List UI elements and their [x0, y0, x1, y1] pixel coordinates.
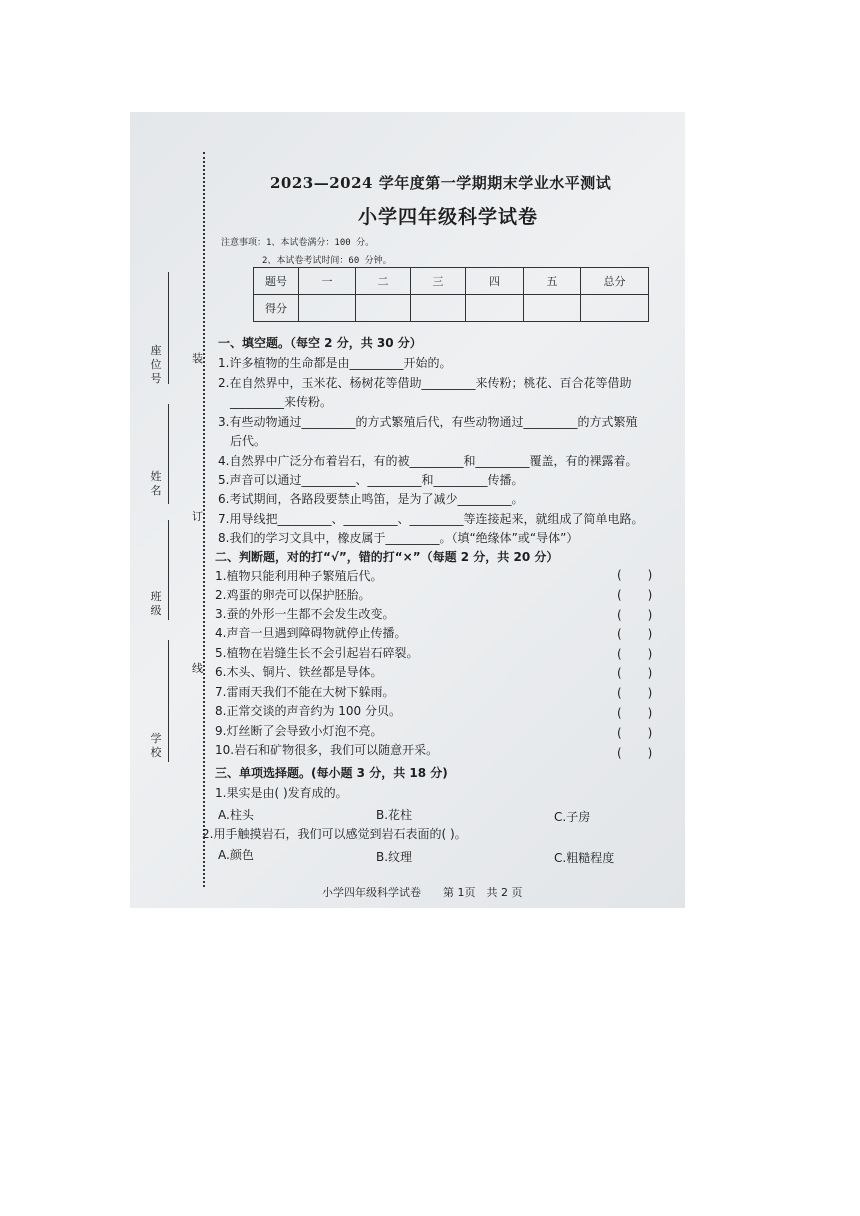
- judge-answer-7[interactable]: (): [617, 686, 679, 700]
- score-cell-2: 二: [356, 268, 411, 295]
- judge-item-10: 10.岩石和矿物很多，我们可以随意开采。: [215, 743, 439, 757]
- judge-answer-2[interactable]: (): [617, 588, 679, 602]
- judge-answer-1[interactable]: (): [617, 568, 679, 582]
- score-blank: [524, 295, 581, 322]
- fill-question-6: 6.考试期间，各路段要禁止鸣笛，是为了减少_________。: [218, 492, 524, 506]
- judge-answer-4[interactable]: (): [617, 627, 679, 641]
- choice-2-option-a[interactable]: A.颜色: [218, 848, 254, 862]
- section1-heading: 一、填空题。（每空 2 分，共 30 分）: [218, 336, 422, 350]
- class-label: 班级: [150, 590, 162, 617]
- score-table-score-row: [254, 295, 649, 322]
- exam-title: 2023—2024 学年度第一学期期末学业水平测试: [270, 174, 612, 192]
- fill-question-8: 8.我们的学习文具中，橡皮属于_________。（填“绝缘体”或“导体”）: [218, 531, 579, 545]
- choice-2-option-c[interactable]: C.粗糙程度: [554, 851, 615, 865]
- notice-2: 2、本试卷考试时间：60 分钟。: [262, 256, 392, 266]
- score-cell-4: 四: [466, 268, 524, 295]
- section2-heading: 二、判断题，对的打“√”，错的打“×”（每题 2 分，共 20 分）: [215, 550, 559, 564]
- score-blank: [411, 295, 466, 322]
- score-row-label: 得分: [254, 295, 299, 322]
- binding-char-xian: 线: [192, 662, 203, 675]
- fill-question-7: 7.用导线把_________、_________、_________等连接起来，就组成了简单电路。: [218, 512, 644, 526]
- judge-answer-10[interactable]: (): [617, 746, 679, 760]
- judge-item-4: 4.声音一旦遇到障碍物就停止传播。: [215, 626, 407, 640]
- binding-dotted-line: [203, 152, 205, 887]
- choice-1-option-b[interactable]: B.花柱: [376, 808, 413, 822]
- exam-paper-photo: [130, 112, 685, 908]
- judge-answer-8[interactable]: (): [617, 706, 679, 720]
- notice-1: 注意事项：1、本试卷满分：100 分。: [221, 238, 375, 248]
- fill-question-1: 1.许多植物的生命都是由_________开始的。: [218, 356, 452, 370]
- judge-item-8: 8.正常交谈的声音约为 100 分贝。: [215, 704, 401, 718]
- name-label: 姓名: [150, 470, 162, 497]
- judge-answer-6[interactable]: (): [617, 666, 679, 680]
- score-cell-label: 题号: [254, 268, 299, 295]
- binding-char-zhuang: 装: [192, 352, 203, 365]
- fill-question-3-cont: 后代。: [230, 434, 267, 448]
- judge-item-2: 2.鸡蛋的卵壳可以保护胚胎。: [215, 588, 371, 602]
- binding-char-ding: 订: [192, 510, 203, 523]
- seat-number-line: [168, 272, 169, 384]
- score-blank: [356, 295, 411, 322]
- score-table: [253, 267, 649, 322]
- score-blank: [466, 295, 524, 322]
- choice-question-1: 1.果实是由( )发育成的。: [215, 786, 348, 800]
- choice-2-option-b[interactable]: B.纹理: [376, 850, 413, 864]
- page-footer: 小学四年级科学试卷 第 1页 共 2 页: [322, 886, 523, 899]
- judge-item-1: 1.植物只能利用种子繁殖后代。: [215, 569, 383, 583]
- section3-heading: 三、单项选择题。(每小题 3 分，共 18 分): [215, 766, 448, 780]
- school-label: 学校: [150, 732, 162, 759]
- judge-item-6: 6.木头、铜片、铁丝都是导体。: [215, 665, 383, 679]
- judge-item-7: 7.雷雨天我们不能在大树下躲雨。: [215, 685, 395, 699]
- judge-answer-9[interactable]: (): [617, 726, 679, 740]
- choice-1-option-c[interactable]: C.子房: [554, 810, 591, 824]
- score-cell-total: 总分: [581, 268, 649, 295]
- choice-1-option-a[interactable]: A.柱头: [218, 808, 254, 822]
- judge-item-9: 9.灯丝断了会导致小灯泡不亮。: [215, 724, 383, 738]
- score-table-header-row: [254, 268, 649, 295]
- choice-question-2: 2.用手触摸岩石，我们可以感觉到岩石表面的( )。: [202, 827, 467, 841]
- score-blank: [299, 295, 356, 322]
- score-cell-3: 三: [411, 268, 466, 295]
- score-cell-5: 五: [524, 268, 581, 295]
- judge-item-3: 3.蚕的外形一生都不会发生改变。: [215, 607, 395, 621]
- name-line: [168, 404, 169, 504]
- judge-answer-5[interactable]: (): [617, 647, 679, 661]
- judge-answer-3[interactable]: (): [617, 608, 679, 622]
- fill-question-3: 3.有些动物通过_________的方式繁殖后代，有些动物通过_________的方式繁殖: [218, 415, 638, 429]
- school-line: [168, 640, 169, 762]
- exam-subtitle: 小学四年级科学试卷: [358, 206, 539, 228]
- fill-question-2: 2.在自然界中，玉米花、杨树花等借助_________来传粉；桃花、百合花等借助: [218, 376, 632, 390]
- fill-question-4: 4.自然界中广泛分布着岩石，有的被_________和_________覆盖，有的裸露着。: [218, 454, 638, 468]
- score-blank: [581, 295, 649, 322]
- seat-number-label: 座位号: [150, 344, 162, 385]
- class-line: [168, 520, 169, 620]
- judge-item-5: 5.植物在岩缝生长不会引起岩石碎裂。: [215, 646, 419, 660]
- fill-question-2-cont: _________来传粉。: [230, 395, 333, 409]
- score-cell-1: 一: [299, 268, 356, 295]
- fill-question-5: 5.声音可以通过_________、_________和_________传播。: [218, 473, 524, 487]
